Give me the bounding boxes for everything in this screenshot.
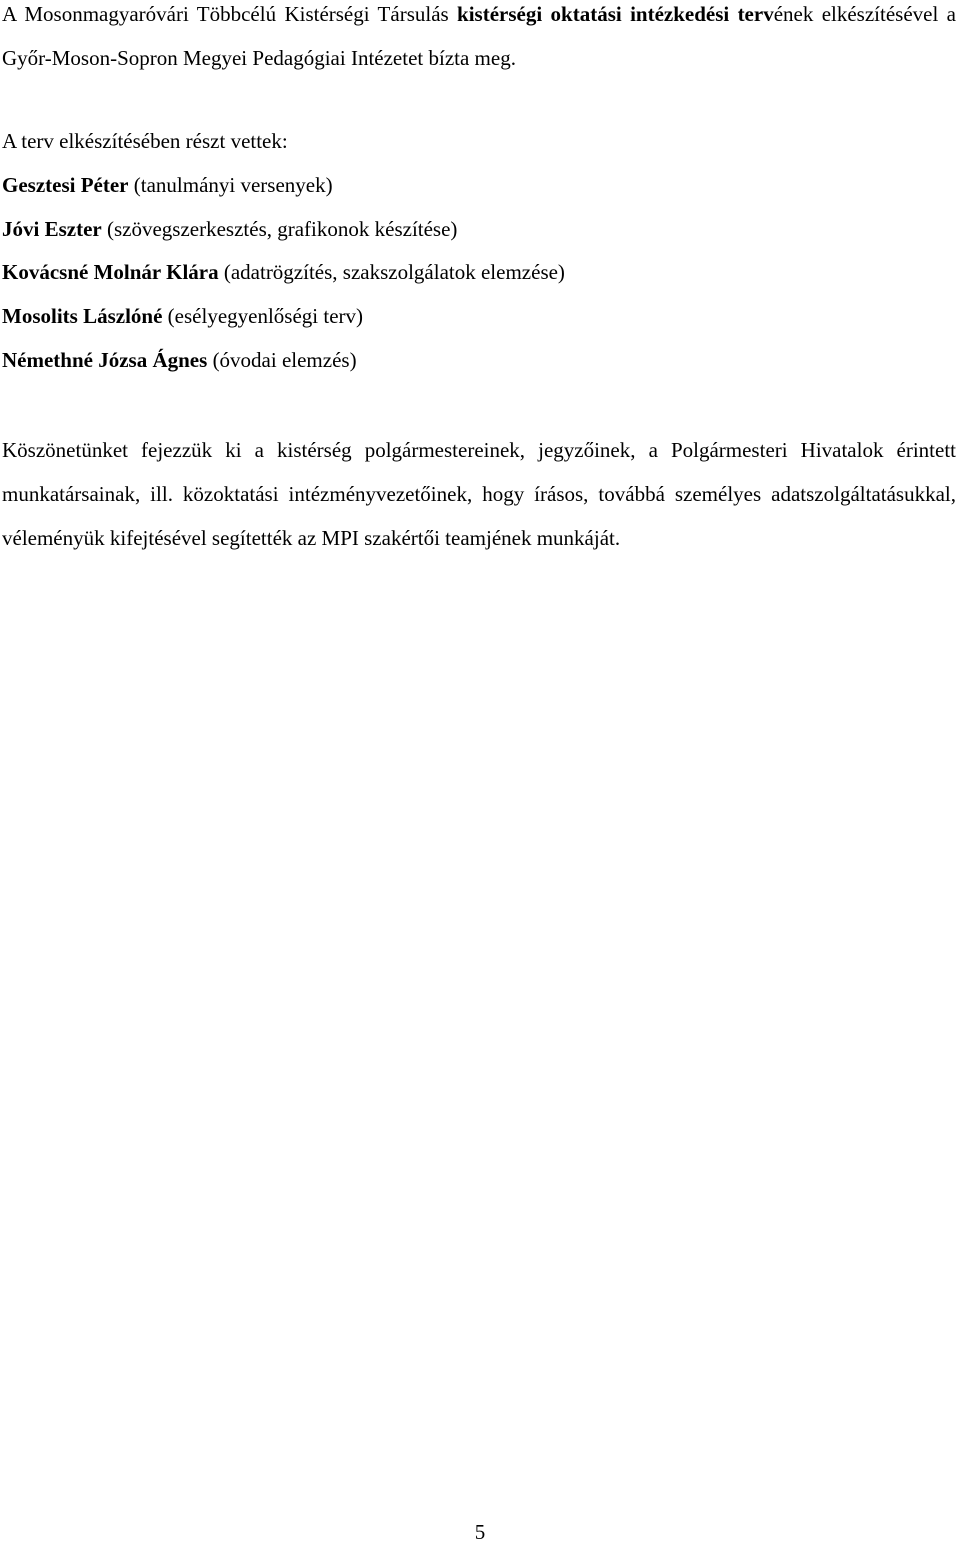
contributor-name: Jóvi Eszter <box>2 217 102 241</box>
contributors-heading: A terv elkészítésében részt vettek: <box>2 129 288 153</box>
contributor-item <box>2 250 565 294</box>
contributor-name: Gesztesi Péter <box>2 173 129 197</box>
contributor-role: (szövegszerkesztés, grafikonok készítése) <box>101 217 458 241</box>
contributor-item <box>2 163 333 207</box>
intro-bold-term: kistérségi oktatási intézkedési terv <box>457 2 774 26</box>
contributor-item <box>2 294 363 338</box>
contributor-role: (esélyegyenlőségi terv) <box>162 304 364 328</box>
intro-text-start: A Mosonmagyaróvári Többcélú Kistérségi Társulás <box>2 2 458 26</box>
contributor-name: Némethné Józsa Ágnes <box>2 348 208 372</box>
contributor-item <box>2 207 457 251</box>
intro-paragraph <box>2 0 956 80</box>
intro-text-end: ének elkészítésével a Győr-Moson-Sopron Megyei Pedagógiai Intézetet bízta meg. <box>2 2 956 70</box>
contributor-item <box>2 338 357 382</box>
contributor-name: Mosolits Lászlóné <box>2 304 163 328</box>
contributor-role: (óvodai elemzés) <box>207 348 357 372</box>
thanks-paragraph: Köszönetünket fejezzük ki a kistérség polgármestereinek, jegyzőinek, a Polgármesteri Hivatalok érintett munkatársainak, ill. közoktatási intézményvezetőinek, hogy írásos, továbbá személyes adatszolgáltatásukkal, véleményük kifejtésével segítették az MPI szakértői teamjének munkáját. <box>2 438 956 550</box>
contributor-role: (tanulmányi versenyek) <box>128 173 333 197</box>
page-number: 5 <box>474 1520 486 1544</box>
contributor-name: Kovácsné Molnár Klára <box>2 260 219 284</box>
contributor-role: (adatrögzítés, szakszolgálatok elemzése) <box>218 260 565 284</box>
